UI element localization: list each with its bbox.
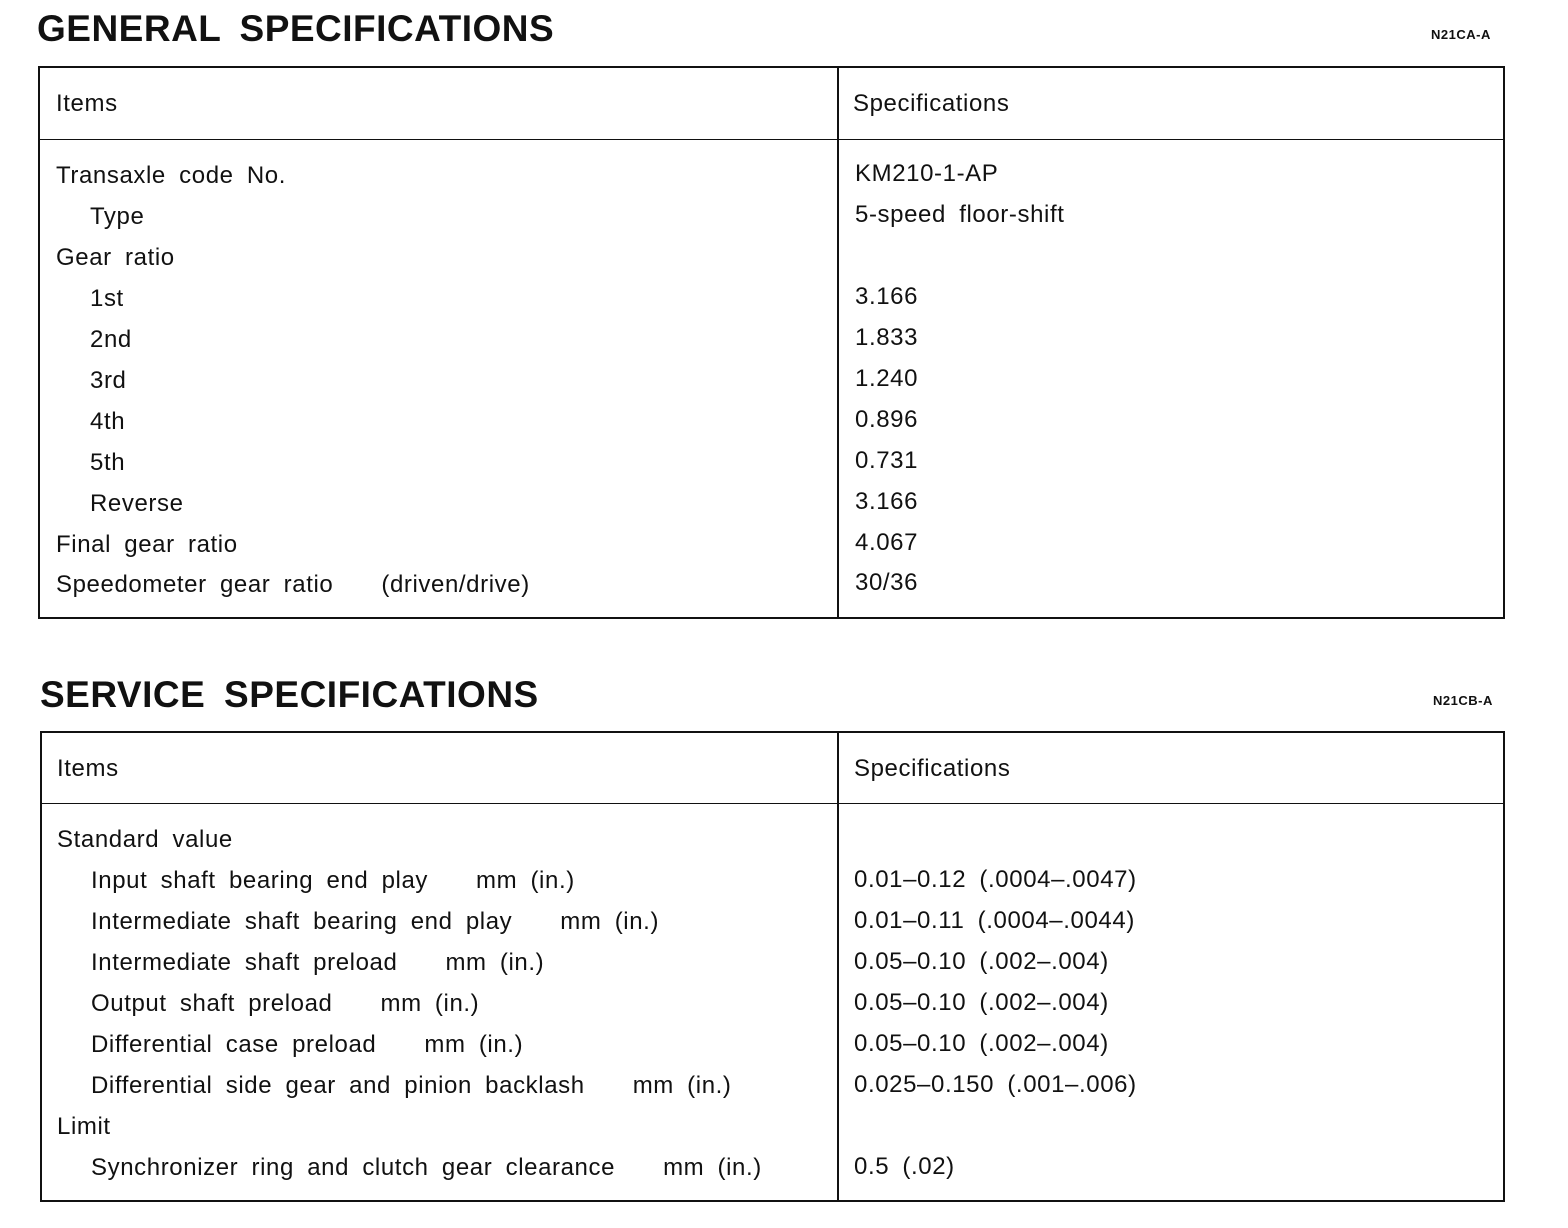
unit-label: mm (in.)	[632, 1072, 732, 1099]
item-label: Differential case preload	[91, 1031, 377, 1058]
table-row-spec: 0.05–0.10 (.002–.004)	[854, 1030, 1109, 1057]
table-row-spec: 3.166	[855, 488, 919, 515]
general-specifications-table	[38, 66, 1505, 619]
table-row-item	[91, 869, 575, 893]
service-section-code: N21CB-A	[1433, 693, 1493, 708]
unit-label: (driven/drive)	[381, 571, 530, 598]
unit-label: mm (in.)	[476, 867, 575, 894]
table-row-item: Type	[90, 203, 145, 230]
table-row-item: 1st	[90, 285, 124, 312]
table-row-item	[91, 992, 479, 1016]
general-specifications-title: GENERAL SPECIFICATIONS	[37, 8, 555, 49]
table-row-item: Final gear ratio	[56, 531, 238, 558]
header-separator	[40, 139, 1503, 140]
table-row-spec: 0.731	[855, 447, 919, 474]
service-specifications-title: SERVICE SPECIFICATIONS	[40, 674, 539, 715]
table-row-item	[91, 1156, 762, 1180]
table-row-spec: 0.025–0.150 (.001–.006)	[854, 1071, 1137, 1098]
unit-label: mm (in.)	[560, 908, 660, 935]
item-label: Input shaft bearing end play	[91, 867, 429, 894]
table-row-item: 5th	[90, 449, 126, 476]
table-row-spec: 1.240	[855, 365, 919, 392]
item-label: Differential side gear and pinion backlash	[91, 1072, 585, 1099]
table-row-spec: 0.896	[855, 406, 919, 433]
table-row-item	[91, 1074, 732, 1098]
table-row-item	[91, 1033, 523, 1057]
header-specifications: Specifications	[853, 90, 1010, 117]
unit-label: mm (in.)	[380, 990, 480, 1017]
table-row-spec: 4.067	[855, 529, 919, 556]
header-separator	[42, 803, 1503, 804]
table-row-item: Limit	[57, 1113, 111, 1140]
table-row-spec: 0.01–0.11 (.0004–.0044)	[854, 907, 1135, 934]
table-row-item: 2nd	[90, 326, 132, 353]
column-divider	[837, 68, 839, 617]
table-row-spec: 3.166	[855, 283, 919, 310]
table-row-spec: 0.5 (.02)	[854, 1153, 955, 1180]
unit-label: mm (in.)	[424, 1031, 524, 1058]
table-row-spec: 0.01–0.12 (.0004–.0047)	[854, 866, 1137, 893]
table-row-spec: 30/36	[855, 569, 919, 596]
table-row-item: 4th	[90, 408, 126, 435]
table-row-spec: 1.833	[855, 324, 919, 351]
item-label: Intermediate shaft preload	[91, 949, 398, 976]
service-specifications-table	[40, 731, 1505, 1202]
table-row-item	[91, 951, 544, 975]
item-label: Intermediate shaft bearing end play	[91, 908, 513, 935]
table-row-item: 3rd	[90, 367, 127, 394]
unit-label: mm (in.)	[663, 1154, 762, 1181]
table-row-spec: 0.05–0.10 (.002–.004)	[854, 948, 1109, 975]
header-items: Items	[56, 90, 118, 117]
table-row-item: Gear ratio	[56, 244, 175, 271]
table-row-item: Transaxle code No.	[56, 162, 287, 189]
table-row-item	[91, 910, 659, 934]
table-row-spec: 0.05–0.10 (.002–.004)	[854, 989, 1109, 1016]
table-row-item	[56, 573, 530, 597]
item-label: Output shaft preload	[91, 990, 333, 1017]
general-section-code: N21CA-A	[1431, 27, 1491, 42]
table-row-spec: KM210-1-AP	[855, 160, 999, 187]
table-row-item: Standard value	[57, 826, 233, 853]
header-specifications: Specifications	[854, 755, 1011, 782]
header-items: Items	[57, 755, 119, 782]
item-label: Speedometer gear ratio	[56, 571, 334, 598]
item-label: Synchronizer ring and clutch gear clearance	[91, 1154, 616, 1181]
table-row-item: Reverse	[90, 490, 184, 517]
table-row-spec: 5-speed floor-shift	[855, 201, 1065, 228]
unit-label: mm (in.)	[445, 949, 545, 976]
